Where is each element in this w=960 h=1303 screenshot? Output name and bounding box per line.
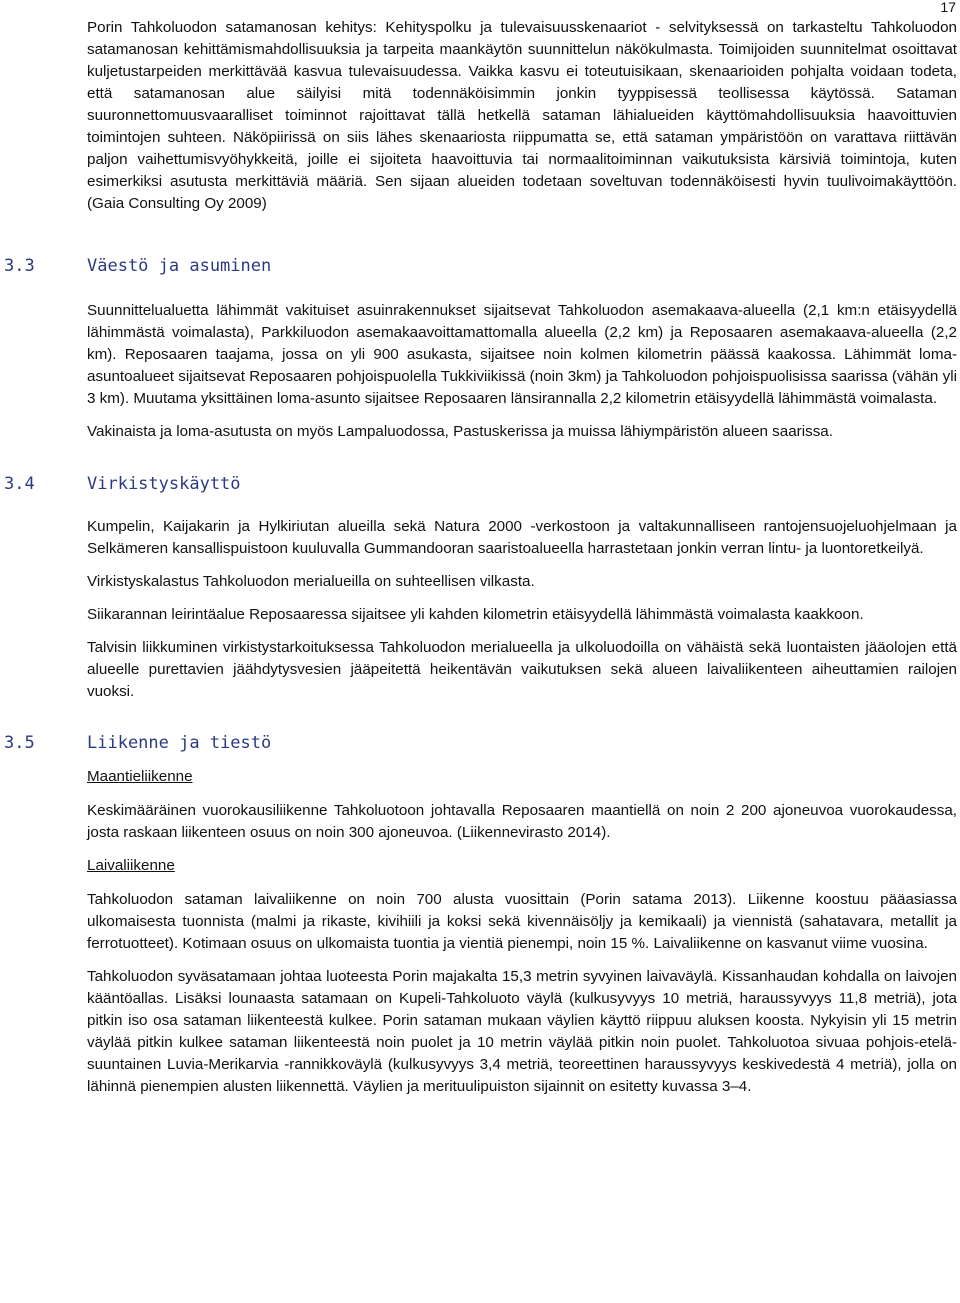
section-number: 3.5 (4, 733, 35, 753)
subheading-ship-traffic: Laivaliikenne (87, 857, 175, 874)
paragraph: Suunnittelualuetta lähimmät vakituiset asuinrakennukset sijaitsevat Tahkoluodon asemakaava-alueella (2,1 km:n etäisyydellä lähimmästä voimalasta), Parkkiluodon asemakaavoittamattomalla alueella (2,2 km) ja Reposaaren asemakaava-alueella (2,2 km). Reposaaren taajama, jossa on yli 900 asukasta, sijaitsee noin kolmen kilometrin päässä kaakossa. Lähimmät loma-asuntoalueet sijaitsevat Reposaaren pohjoispuolella Tukkiviikissä (noin 3km) ja Tahkoluodon pohjoispuolisissa saarissa (vähän yli 3 km). Muutama yksittäinen loma-asunto sijaitsee Reposaaren länsirannalla 2,2 kilometrin etäisyydellä lähimmästä voimalasta. (87, 302, 957, 407)
section-heading-3-3 (4, 255, 957, 277)
paragraph: Talvisin liikkuminen virkistystarkoituksessa Tahkoluodon merialueella ja ulkoluodoilla on vähäistä sekä luontaisten jääolojen että alueelle purettavien jäähdytysvesien jääpeitettä heikentävän vaikutuksen sekä alueen laivaliikenteen aiheuttamien railojen vuoksi. (87, 639, 957, 700)
section-title: Väestö ja asuminen (87, 256, 272, 276)
paragraph: Tahkoluodon syväsatamaan johtaa luoteesta Porin majakalta 15,3 metrin syvyinen laivaväylä. Kissanhaudan kohdalla on laivojen kääntöallas. Lisäksi lounaasta satamaan on Kupeli-Tahkoluoto väylä (kulkusyvyys 10 metriä, haraussyvyys 11,8 metriä), jota pitkin iso osa sataman liikenteestä kulkee. Porin sataman mukaan väylien käyttö riippuu aluksen koosta. Nykyisin yli 15 metrin väylää pitkin kulkee sataman liikenteestä noin puolet ja 10 metrin väylää pitkin noin puolet. Tahkoluotoa sivuaa pohjois-etelä-suuntainen Luvia-Merikarvia -rannikkoväylä (kulkusyvyys 3,4 metriä, teoreettinen haraussyvyys keskivedestä 4 metriä), jolla on lähinnä pienempien alusten liikennettä. Väylien ja merituulipuiston sijainnit on esitetty kuvassa 3–4. (87, 968, 957, 1095)
paragraph: Kumpelin, Kaijakarin ja Hylkiriutan alueilla sekä Natura 2000 -verkostoon ja valtakunnalliseen rantojensuojeluohjelmaan ja Selkämeren kansallispuistoon kuuluvalla Gummandooran saaristoalueella harrastetaan jonkin verran lintu- ja luontoretkeilyä. (87, 518, 957, 557)
intro-paragraph: Porin Tahkoluodon satamanosan kehitys: Kehityspolku ja tulevaisuusskenaariot - selvityksessä on tarkasteltu Tahkoluodon satamanosan kehittämismahdollisuuksia ja tarpeita maankäytön suunnittelun näkökulmasta. Toimijoiden suunnitelmat osoittavat kuljetustarpeiden merkittävää kasvua tulevaisuudessa. Vaikka kasvu ei toteutuisikaan, skenaarioiden pohjalta voidaan todeta, että satamanosan alue säilyisi mitä todennäköisimmin jonkin tyyppisessä teollisessa käytössä. Sataman suuronnettomuusvaaralliset toiminnot rajoittavat tällä hetkellä sataman lähialueiden käyttömahdollisuuksia haavoittuvien toimintojen suhteen. Näköpiirissä on siis lähes skenaariosta riippumatta se, että sataman ympäristöön on varattava riittävän paljon vaihettumisvyöhykkeitä, joille ei sijoiteta haavoittuvia tai normaalitoiminnan vaikutuksista kärsiviä toimintoja, kuten esimerkiksi asutusta merkittäviä määriä. Sen sijaan alueiden todetaan soveltuvan todennäköisesti hyvin tuulivoimakäyttöön. (Gaia Consulting Oy 2009) (87, 19, 957, 212)
section-title: Liikenne ja tiestö (87, 733, 272, 753)
section-heading-3-4 (4, 473, 957, 495)
paragraph: Keskimääräinen vuorokausiliikenne Tahkoluotoon johtavalla Reposaaren maantiellä on noin 2 200 ajoneuvoa vuorokaudessa, josta raskaan liikenteen osuus on noin 300 ajoneuvoa. (Liikennevirasto 2014). (87, 802, 957, 841)
section-number: 3.4 (4, 474, 35, 494)
section-title: Virkistyskäyttö (87, 474, 241, 494)
paragraph: Virkistyskalastus Tahkoluodon merialueilla on suhteellisen vilkasta. (87, 573, 535, 590)
section-heading-3-5 (4, 732, 957, 754)
document-body (4, 17, 957, 1098)
paragraph: Siikarannan leirintäalue Reposaaressa sijaitsee yli kahden kilometrin etäisyydellä lähimmästä voimalasta kaakkoon. (87, 606, 864, 623)
subheading-road-traffic: Maantieliikenne (87, 768, 193, 785)
section-number: 3.3 (4, 256, 35, 276)
paragraph: Tahkoluodon sataman laivaliikenne on noin 700 alusta vuosittain (Porin satama 2013). Liikenne koostuu pääasiassa ulkomaisesta tuonnista (malmi ja rikaste, kivihiili ja koksi sekä kivennäisöljy ja kemikaali) ja viennistä (sahatavara, metallit ja ferrotuotteet). Kotimaan osuus on ulkomaista tuontia ja vientiä pienempi, noin 15 %. Laivaliikenne on kasvanut viime vuosina. (87, 891, 957, 952)
paragraph: Vakinaista ja loma-asutusta on myös Lampaluodossa, Pastuskerissa ja muissa lähiympäristön alueen saarissa. (87, 423, 833, 440)
page-number: 17 (940, 0, 956, 15)
